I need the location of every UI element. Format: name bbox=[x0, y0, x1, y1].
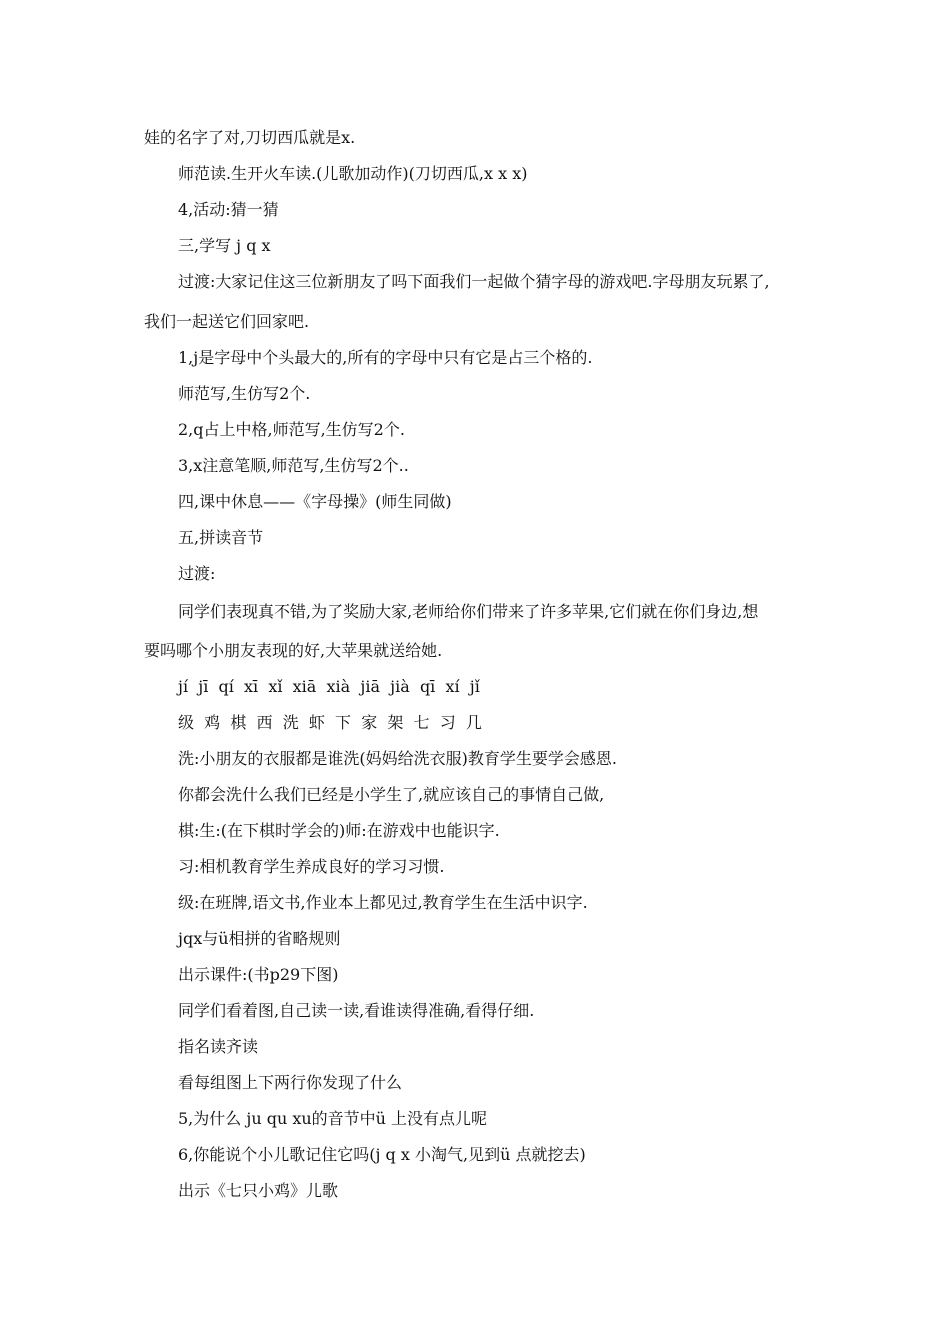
text-line: 级:在班牌,语文书,作业本上都见过,教育学生在生活中识字. bbox=[178, 893, 588, 912]
text-line: 要吗哪个小朋友表现的好,大苹果就送给她. bbox=[144, 641, 443, 660]
text-line: 过渡:大家记住这三位新朋友了吗下面我们一起做个猜字母的游戏吧.字母朋友玩累了, bbox=[178, 272, 770, 291]
text-line: 同学们表现真不错,为了奖励大家,老师给你们带来了许多苹果,它们就在你们身边,想 bbox=[178, 602, 759, 621]
text-line: 师范写,生仿写2个. bbox=[178, 384, 311, 403]
text-line: 同学们看着图,自己读一读,看谁读得准确,看得仔细. bbox=[178, 1001, 535, 1020]
text-line: 过渡: bbox=[178, 564, 216, 583]
character-row: 级 鸡 棋 西 洗 虾 下 家 架 七 习 几 bbox=[178, 713, 482, 732]
text-line: 6,你能说个小儿歌记住它吗(j q x 小淘气,见到ü 点就挖去) bbox=[178, 1145, 586, 1164]
text-line: 棋:生:(在下棋时学会的)师:在游戏中也能识字. bbox=[178, 821, 500, 840]
text-line: 习:相机教育学生养成良好的学习习惯. bbox=[178, 857, 445, 876]
text-line: 2,q占上中格,师范写,生仿写2个. bbox=[178, 420, 405, 439]
text-line: 4,活动:猜一猜 bbox=[178, 200, 279, 219]
text-line: 娃的名字了对,刀切西瓜就是x. bbox=[144, 128, 356, 147]
section-heading: 三,学写 j q x bbox=[178, 236, 271, 255]
text-line: 出示课件:(书p29下图) bbox=[178, 965, 339, 984]
text-line: 指名读齐读 bbox=[178, 1037, 259, 1056]
text-line: 出示《七只小鸡》儿歌 bbox=[178, 1181, 339, 1200]
section-heading: 四,课中休息——《字母操》(师生同做) bbox=[178, 492, 452, 511]
text-line: jqx与ü相拼的省略规则 bbox=[178, 929, 341, 948]
text-line: 5,为什么 ju qu xu的音节中ü 上没有点儿呢 bbox=[178, 1109, 488, 1128]
section-heading: 五,拼读音节 bbox=[178, 528, 264, 547]
text-line: 3,x注意笔顺,师范写,生仿写2个.. bbox=[178, 456, 409, 475]
text-line: 看每组图上下两行你发现了什么 bbox=[178, 1073, 403, 1092]
text-line: 1,j是字母中个头最大的,所有的字母中只有它是占三个格的. bbox=[178, 348, 593, 367]
text-line: 师范读.生开火车读.(儿歌加动作)(刀切西瓜,x x x) bbox=[178, 164, 528, 183]
text-line: 我们一起送它们回家吧. bbox=[144, 312, 310, 331]
pinyin-row: jí jī qí xī xǐ xiā xià jiā jià qī xí jǐ bbox=[178, 677, 480, 696]
text-line: 洗:小朋友的衣服都是谁洗(妈妈给洗衣服)教育学生要学会感恩. bbox=[178, 749, 617, 768]
text-line: 你都会洗什么我们已经是小学生了,就应该自己的事情自己做, bbox=[178, 785, 605, 804]
